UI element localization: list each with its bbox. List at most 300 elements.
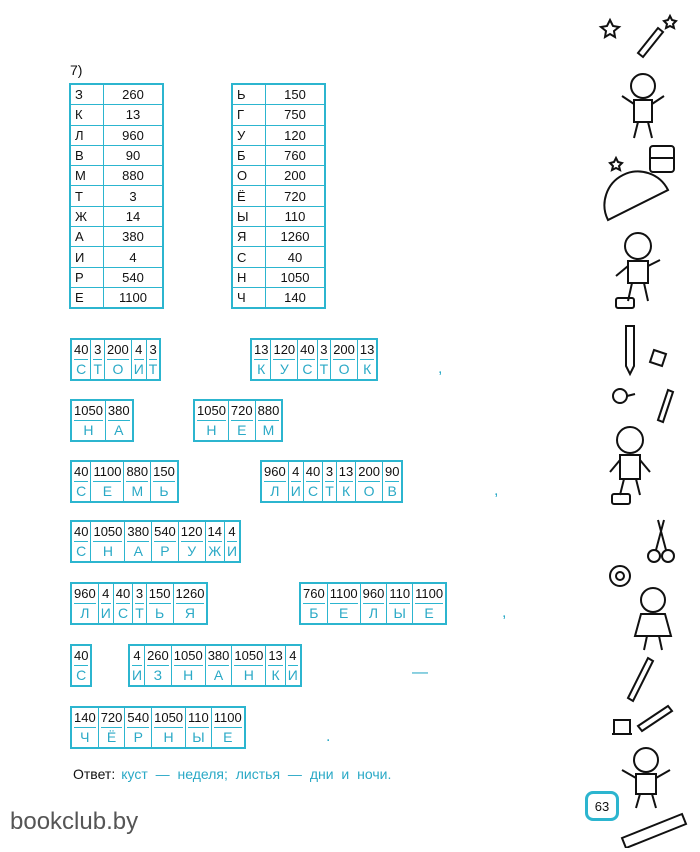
cipher-letter: Ь <box>159 483 169 499</box>
cipher-number: 1050 <box>74 401 103 421</box>
pencil-icon <box>658 390 673 422</box>
word-kustok <box>250 338 378 381</box>
cipher-grid <box>128 644 302 687</box>
star-icon <box>610 158 622 170</box>
comma: , <box>494 482 499 499</box>
cipher-number: 4 <box>288 646 298 666</box>
cipher-letter: К <box>363 361 372 377</box>
cipher-letter: О <box>338 361 350 377</box>
key-row <box>232 227 325 247</box>
key-number: 90 <box>104 145 164 165</box>
cipher-letter: И <box>287 667 298 683</box>
cipher-number: 380 <box>108 401 130 421</box>
word-chernye <box>70 706 246 749</box>
word-na <box>70 399 134 442</box>
cipher-number: 110 <box>188 708 209 728</box>
cipher-letter: В <box>387 483 397 499</box>
cipher-letter: Е <box>339 605 349 621</box>
key-row <box>70 105 163 125</box>
watermark: bookclub.by <box>10 808 139 835</box>
key-row <box>232 267 325 287</box>
cipher-letter: И <box>133 361 144 377</box>
cipher-cell <box>124 462 151 501</box>
key-number: 14 <box>104 206 164 226</box>
cipher-number: 3 <box>135 584 144 604</box>
cipher-number: 14 <box>208 522 222 542</box>
key-row <box>70 125 163 145</box>
answer-label: Ответ: <box>73 766 116 782</box>
cipher-number: 120 <box>273 340 295 360</box>
key-row <box>232 166 325 186</box>
eraser-icon <box>616 298 634 308</box>
cipher-cell <box>99 708 126 747</box>
kid-figure-icon <box>622 748 670 808</box>
key-number: 260 <box>104 84 164 105</box>
cipher-number: 1050 <box>154 708 183 728</box>
key-letter: Ё <box>232 186 266 206</box>
cipher-letter: Л <box>80 605 90 621</box>
cipher-cell <box>328 584 361 623</box>
ruler-icon <box>622 814 686 848</box>
cipher-letter: И <box>132 667 143 683</box>
key-number: 110 <box>266 206 326 226</box>
key-row <box>70 186 163 206</box>
cipher-number: 3 <box>325 462 334 482</box>
cipher-cell <box>337 462 356 501</box>
cipher-cell <box>72 401 106 440</box>
cipher-number: 3 <box>320 340 329 360</box>
cipher-letter: Н <box>183 667 194 683</box>
cipher-letter: Т <box>135 605 144 621</box>
key-letter: У <box>232 125 266 145</box>
cipher-number: 110 <box>389 584 410 604</box>
cipher-number: 960 <box>264 462 286 482</box>
cipher-letter: А <box>213 667 224 683</box>
cipher-cell <box>286 646 300 685</box>
key-number: 750 <box>266 105 326 125</box>
cipher-number: 90 <box>385 462 399 482</box>
key-row <box>232 145 325 165</box>
cipher-number: 120 <box>181 522 203 542</box>
key-number: 1100 <box>104 287 164 308</box>
key-letter: Р <box>70 267 104 287</box>
key-letter: Т <box>70 186 104 206</box>
cipher-cell <box>356 462 383 501</box>
cipher-grid <box>70 460 179 503</box>
cipher-number: 1100 <box>93 462 121 482</box>
cipher-letter: С <box>76 361 87 377</box>
pencil-icon <box>638 28 663 57</box>
key-number: 120 <box>266 125 326 145</box>
page-number: 63 <box>585 791 619 821</box>
cipher-cell <box>301 584 328 623</box>
cipher-number: 4 <box>101 584 111 604</box>
key-letter: В <box>70 145 104 165</box>
cipher-letter: И <box>226 543 238 559</box>
key-letter: А <box>70 227 104 247</box>
cipher-letter: С <box>117 605 129 621</box>
key-table-right <box>231 83 326 309</box>
cipher-letter: М <box>131 483 144 499</box>
cipher-number: 1050 <box>234 646 263 666</box>
cipher-cell <box>125 708 152 747</box>
key-row <box>232 206 325 226</box>
key-number: 720 <box>266 186 326 206</box>
cipher-cell <box>256 401 282 440</box>
key-letter: Я <box>232 227 266 247</box>
cipher-cell <box>145 646 172 685</box>
cipher-number: 40 <box>74 522 88 542</box>
cipher-letter: С <box>76 483 87 499</box>
cipher-cell <box>387 584 413 623</box>
cipher-grid <box>70 582 208 625</box>
cipher-letter: Н <box>206 422 217 438</box>
cipher-cell <box>72 522 91 561</box>
key-number: 380 <box>104 227 164 247</box>
key-number: 4 <box>104 247 164 267</box>
key-letter: И <box>70 247 104 267</box>
cipher-number: 1050 <box>197 401 226 421</box>
word-nem <box>193 399 283 442</box>
cipher-number: 380 <box>127 522 149 542</box>
key-row <box>70 166 163 186</box>
cipher-letter: Р <box>133 729 143 745</box>
cipher-letter: У <box>187 543 197 559</box>
cipher-number: 13 <box>254 340 268 360</box>
key-letter: Ы <box>232 206 266 226</box>
cipher-number: 40 <box>74 646 88 666</box>
key-number: 1050 <box>266 267 326 287</box>
key-letter: Б <box>232 145 266 165</box>
key-row <box>70 84 163 105</box>
key-number: 140 <box>266 287 326 308</box>
cipher-number: 1100 <box>415 584 443 604</box>
cipher-number: 13 <box>268 646 282 666</box>
cipher-grid <box>70 399 134 442</box>
cipher-letter: Е <box>424 605 434 621</box>
cipher-number: 880 <box>126 462 148 482</box>
cipher-cell <box>179 522 206 561</box>
cipher-grid <box>70 644 92 687</box>
key-letter: С <box>232 247 266 267</box>
key-letter: О <box>232 166 266 186</box>
key-row <box>232 186 325 206</box>
cipher-letter: Т <box>319 361 329 377</box>
brush-icon <box>638 706 672 731</box>
key-number: 200 <box>266 166 326 186</box>
key-letter: Г <box>232 105 266 125</box>
cipher-letter: Н <box>163 729 174 745</box>
cipher-cell <box>172 646 206 685</box>
cipher-letter: Е <box>237 422 247 438</box>
key-letter: М <box>70 166 104 186</box>
scissors-icon <box>648 520 674 562</box>
cipher-letter: Ы <box>192 729 205 745</box>
word-s <box>70 644 92 687</box>
cipher-number: 140 <box>74 708 96 728</box>
cipher-cell <box>72 340 91 379</box>
key-row <box>232 247 325 267</box>
cipher-letter: Б <box>309 605 319 621</box>
cipher-cell <box>358 340 376 379</box>
key-row <box>70 227 163 247</box>
cipher-letter: Т <box>148 361 158 377</box>
cipher-number: 960 <box>363 584 385 604</box>
cipher-cell <box>91 522 125 561</box>
cipher-grid <box>70 520 241 563</box>
answer-text: куст — неделя; листья — дни и ночи. <box>121 766 392 782</box>
cipher-cell <box>99 584 114 623</box>
cipher-letter: К <box>341 483 351 499</box>
key-row <box>70 287 163 308</box>
cipher-number: 1260 <box>176 584 205 604</box>
key-row <box>232 105 325 125</box>
cipher-cell <box>413 584 445 623</box>
cipher-number: 720 <box>231 401 253 421</box>
cipher-number: 13 <box>339 462 353 482</box>
cipher-cell <box>147 340 160 379</box>
cipher-cell <box>130 646 145 685</box>
key-row <box>70 206 163 226</box>
protractor-icon <box>604 171 668 220</box>
cipher-letter: Я <box>184 605 196 621</box>
word-snaruzhi <box>70 520 241 563</box>
cipher-number: 720 <box>101 708 123 728</box>
cipher-cell <box>91 340 105 379</box>
cipher-letter: С <box>307 483 319 499</box>
cipher-letter: Л <box>270 483 280 499</box>
cipher-cell <box>195 401 229 440</box>
star-icon <box>601 20 619 37</box>
cipher-number: 200 <box>358 462 380 482</box>
key-number: 1260 <box>266 227 326 247</box>
cipher-number: 880 <box>258 401 280 421</box>
cipher-cell <box>72 708 99 747</box>
key-number: 540 <box>104 267 164 287</box>
cipher-letter: Е <box>102 483 113 499</box>
cipher-grid <box>70 338 161 381</box>
cipher-cell <box>206 522 225 561</box>
cipher-cell <box>206 646 233 685</box>
cipher-letter: К <box>271 667 280 683</box>
cipher-cell <box>152 522 179 561</box>
cipher-number: 40 <box>74 340 88 360</box>
key-letter: Е <box>70 287 104 308</box>
key-letter: К <box>70 105 104 125</box>
cipher-grid <box>299 582 447 625</box>
cipher-cell <box>262 462 289 501</box>
word-belye <box>299 582 447 625</box>
cipher-cell <box>252 340 271 379</box>
cipher-number: 1050 <box>93 522 122 542</box>
cipher-number: 380 <box>208 646 230 666</box>
cipher-number: 960 <box>74 584 96 604</box>
cipher-number: 3 <box>93 340 102 360</box>
key-letter: Ж <box>70 206 104 226</box>
cipher-grid <box>250 338 378 381</box>
word-stoit <box>70 338 161 381</box>
cipher-number: 760 <box>303 584 325 604</box>
cipher-letter: З <box>153 667 163 683</box>
cipher-cell <box>72 462 91 501</box>
cipher-cell <box>72 646 90 685</box>
cipher-cell <box>298 340 317 379</box>
cipher-number: 40 <box>306 462 320 482</box>
cipher-cell <box>132 340 147 379</box>
task-number: 7) <box>70 62 83 78</box>
word-listkov <box>260 460 403 503</box>
cipher-letter: С <box>302 361 313 377</box>
kid-figure-icon <box>616 233 660 301</box>
cipher-cell <box>91 462 124 501</box>
cipher-letter: Н <box>83 422 94 438</box>
key-table-left <box>69 83 164 309</box>
cipher-letter: Р <box>160 543 170 559</box>
cipher-letter: Ё <box>106 729 117 745</box>
word-listya <box>70 582 208 625</box>
key-number: 880 <box>104 166 164 186</box>
tape-icon <box>610 566 630 586</box>
key-letter: Ь <box>232 84 266 105</box>
cipher-letter: Н <box>243 667 254 683</box>
dash: — <box>412 664 428 681</box>
bird-icon <box>613 389 635 403</box>
cipher-letter: О <box>363 483 375 499</box>
key-row <box>232 125 325 145</box>
comma: , <box>502 604 507 621</box>
key-number: 13 <box>104 105 164 125</box>
cipher-number: 4 <box>132 646 142 666</box>
stars-icon <box>664 16 676 28</box>
cipher-letter: Ь <box>155 605 165 621</box>
key-number: 40 <box>266 247 326 267</box>
cipher-letter: Ы <box>393 605 406 621</box>
cipher-letter: У <box>279 361 289 377</box>
cipher-number: 1100 <box>330 584 358 604</box>
cipher-cell <box>147 584 174 623</box>
key-row <box>70 247 163 267</box>
pen-icon <box>626 326 634 374</box>
pen-icon <box>628 658 653 701</box>
eraser-icon <box>612 494 630 504</box>
comma: , <box>438 360 443 377</box>
cipher-letter: А <box>133 543 143 559</box>
cipher-cell <box>106 401 132 440</box>
cipher-number: 3 <box>149 340 158 360</box>
cipher-letter: Т <box>325 483 334 499</box>
cipher-letter: А <box>114 422 124 438</box>
cipher-number: 150 <box>149 584 171 604</box>
cipher-cell <box>318 340 332 379</box>
cipher-grid <box>70 706 246 749</box>
cipher-cell <box>331 340 358 379</box>
cipher-cell <box>152 708 186 747</box>
cipher-cell <box>271 340 298 379</box>
cipher-number: 1050 <box>174 646 203 666</box>
word-iznanki <box>128 644 302 687</box>
cipher-letter: О <box>112 361 124 377</box>
cipher-cell <box>383 462 401 501</box>
key-number: 3 <box>104 186 164 206</box>
key-letter: Л <box>70 125 104 145</box>
cipher-number: 540 <box>127 708 149 728</box>
cipher-cell <box>304 462 323 501</box>
cipher-cell <box>229 401 256 440</box>
cipher-letter: И <box>290 483 301 499</box>
answer-line <box>73 766 391 782</box>
doodle-border <box>598 8 698 848</box>
cipher-number: 13 <box>360 340 374 360</box>
cipher-cell <box>174 584 207 623</box>
cipher-letter: М <box>262 422 275 438</box>
cipher-letter: Ч <box>80 729 90 745</box>
key-row <box>232 287 325 308</box>
cipher-letter: К <box>257 361 266 377</box>
cipher-letter: Н <box>102 543 113 559</box>
cipher-letter: С <box>76 667 87 683</box>
cipher-cell <box>232 646 266 685</box>
period: . <box>326 728 331 745</box>
cipher-cell <box>266 646 285 685</box>
key-row <box>70 145 163 165</box>
cipher-cell <box>105 340 132 379</box>
cipher-cell <box>289 462 304 501</box>
stamp-icon <box>612 720 632 734</box>
cipher-letter: С <box>76 543 87 559</box>
word-sem <box>70 460 179 503</box>
cipher-number: 40 <box>300 340 314 360</box>
key-row <box>232 84 325 105</box>
cipher-number: 200 <box>333 340 355 360</box>
cipher-grid <box>193 399 283 442</box>
cipher-cell <box>114 584 133 623</box>
cipher-number: 150 <box>153 462 175 482</box>
cipher-number: 4 <box>291 462 301 482</box>
cipher-grid <box>260 460 403 503</box>
key-number: 960 <box>104 125 164 145</box>
kid-figure-icon <box>622 74 664 138</box>
kid-figure-icon <box>610 427 650 495</box>
cipher-cell <box>186 708 212 747</box>
cipher-letter: Л <box>368 605 379 621</box>
cipher-cell <box>212 708 244 747</box>
cipher-number: 40 <box>74 462 88 482</box>
cipher-letter: Е <box>223 729 233 745</box>
key-number: 760 <box>266 145 326 165</box>
cipher-cell <box>151 462 177 501</box>
key-letter: Н <box>232 267 266 287</box>
key-letter: Ч <box>232 287 266 308</box>
cipher-number: 540 <box>154 522 176 542</box>
cipher-cell <box>361 584 388 623</box>
cipher-number: 4 <box>134 340 144 360</box>
cipher-number: 40 <box>116 584 130 604</box>
cipher-letter: Т <box>93 361 103 377</box>
cipher-number: 4 <box>227 522 237 542</box>
key-row <box>70 267 163 287</box>
sharpener-icon <box>650 350 666 366</box>
cipher-cell <box>125 522 152 561</box>
cipher-cell <box>72 584 99 623</box>
cipher-number: 200 <box>107 340 129 360</box>
box-icon <box>650 146 674 172</box>
kid-figure-icon <box>635 588 671 650</box>
cipher-number: 260 <box>147 646 169 666</box>
key-letter: З <box>70 84 104 105</box>
cipher-letter: И <box>100 605 111 621</box>
key-number: 150 <box>266 84 326 105</box>
cipher-number: 1100 <box>214 708 242 728</box>
